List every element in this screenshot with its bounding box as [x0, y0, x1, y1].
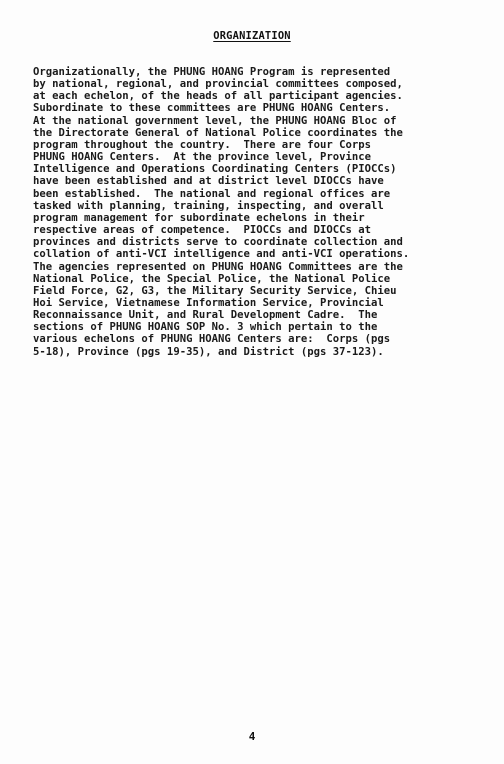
page-title: [0, 30, 504, 42]
paragraph-line: Intelligence and Operations Coordinating Centers (PIOCCs): [33, 163, 397, 176]
paragraph-line: National Police, the Special Police, the National Police: [33, 272, 391, 285]
body-paragraph: [33, 66, 473, 358]
paragraph-line: been established. The national and regional offices are: [33, 187, 391, 200]
paragraph-line: provinces and districts serve to coordinate collection and: [33, 236, 403, 249]
paragraph-line: tasked with planning, training, inspecting, and overall: [33, 199, 384, 212]
paragraph-line: Field Force, G2, G3, the Military Security Service, Chieu: [33, 284, 397, 297]
paragraph-line: At the national government level, the PHUNG HOANG Bloc of: [33, 114, 397, 127]
page-title-text: ORGANIZATION: [213, 30, 291, 42]
paragraph-line: 5-18), Province (pgs 19-35), and District (pgs 37-123).: [33, 345, 384, 358]
paragraph-line: Subordinate to these committees are PHUNG HOANG Centers.: [33, 102, 391, 115]
paragraph-line: Organizationally, the PHUNG HOANG Program is represented: [33, 66, 391, 78]
paragraph-line: collation of anti-VCI intelligence and anti-VCI operations.: [33, 248, 410, 261]
paragraph-line: The agencies represented on PHUNG HOANG Committees are the: [33, 260, 403, 273]
paragraph-line: sections of PHUNG HOANG SOP No. 3 which pertain to the: [33, 321, 378, 334]
page-number: 4: [248, 730, 256, 743]
paragraph-line: program management for subordinate echelons in their: [33, 211, 365, 224]
paragraph-line: respective areas of competence. PIOCCs and DIOCCs at: [33, 224, 372, 237]
paragraph-line: Hoi Service, Vietnamese Information Service, Provincial: [33, 296, 384, 309]
paragraph-line: by national, regional, and provincial committees composed,: [33, 78, 403, 91]
paragraph-line: have been established and at district level DIOCCs have: [33, 175, 384, 188]
paragraph-line: various echelons of PHUNG HOANG Centers are: Corps (pgs: [33, 333, 391, 346]
paragraph-line: PHUNG HOANG Centers. At the province level, Province: [33, 151, 372, 164]
paragraph-line: program throughout the country. There are four Corps: [33, 138, 372, 151]
paragraph-line: at each echelon, of the heads of all participant agencies.: [33, 90, 403, 103]
paragraph-line: the Directorate General of National Police coordinates the: [33, 126, 403, 139]
paragraph-line: Reconnaissance Unit, and Rural Development Cadre. The: [33, 309, 378, 322]
